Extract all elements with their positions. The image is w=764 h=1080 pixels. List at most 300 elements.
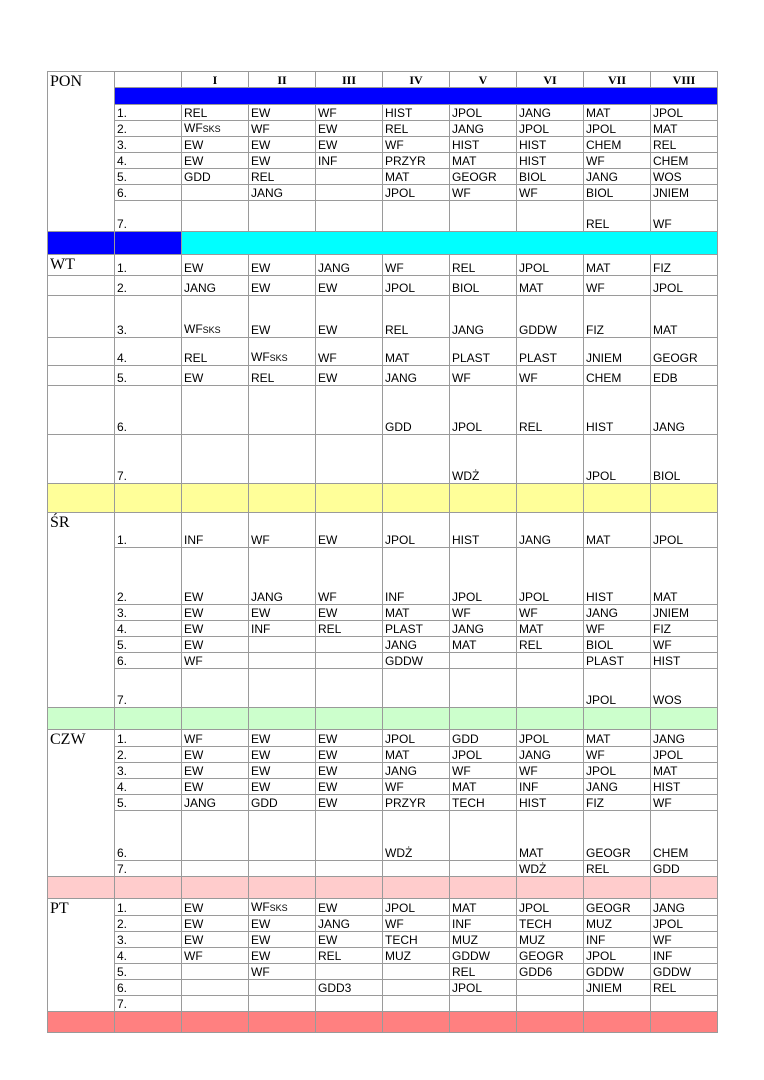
- subject-cell: [450, 996, 517, 1012]
- subject-code: WF: [184, 322, 203, 336]
- subject-cell: INF: [651, 948, 718, 964]
- subject-cell: REL: [651, 980, 718, 996]
- subject-cell: EW: [249, 763, 316, 779]
- subject-cell: JANG: [584, 779, 651, 795]
- lesson-number-header: [115, 72, 182, 88]
- subject-cell: EW: [182, 932, 249, 948]
- subject-cell: [182, 964, 249, 980]
- class-header: II: [249, 72, 316, 88]
- day-separator-wt: [48, 484, 718, 513]
- subject-cell: EW: [316, 121, 383, 137]
- subject-cell: [517, 653, 584, 669]
- subject-cell: MUZ: [383, 948, 450, 964]
- subject-cell: TECH: [517, 916, 584, 932]
- lesson-row: [48, 795, 718, 811]
- subject-cell: REL: [584, 201, 651, 232]
- subject-cell: MAT: [651, 548, 718, 605]
- lesson-number: 7.: [115, 201, 182, 232]
- subject-cell: JANG: [249, 548, 316, 605]
- subject-cell: REL: [249, 169, 316, 185]
- subject-cell: JANG: [517, 513, 584, 548]
- subject-cell: JNIEM: [584, 980, 651, 996]
- subject-cell: REL: [316, 621, 383, 637]
- subject-cell: GDD: [450, 730, 517, 747]
- subject-cell: GDDW: [450, 948, 517, 964]
- lesson-number: 1.: [115, 899, 182, 916]
- day-label-pt: PT: [48, 899, 115, 1012]
- subject-cell: [383, 861, 450, 877]
- lesson-number: 6.: [115, 185, 182, 201]
- subject-cell: GEOGR: [651, 338, 718, 366]
- subject-cell: JPOL: [651, 105, 718, 121]
- subject-cell: [316, 386, 383, 435]
- lesson-number: 2.: [115, 548, 182, 605]
- subject-cell: JPOL: [383, 899, 450, 916]
- subject-cell: [182, 669, 249, 708]
- subject-cell: JPOL: [651, 747, 718, 763]
- subject-cell: EW: [316, 366, 383, 386]
- lesson-number: 7.: [115, 996, 182, 1012]
- lesson-number: 6.: [115, 811, 182, 861]
- subject-cell: MAT: [383, 747, 450, 763]
- subject-cell: EW: [182, 548, 249, 605]
- class-header: IV: [383, 72, 450, 88]
- subject-cell: EW: [182, 153, 249, 169]
- subject-cell: INF: [383, 548, 450, 605]
- subject-cell: WF: [450, 763, 517, 779]
- lesson-row: [48, 105, 718, 121]
- subject-cell: WF: [249, 964, 316, 980]
- subject-cell: [182, 861, 249, 877]
- subject-cell: MAT: [584, 255, 651, 276]
- subject-cell: REL: [517, 386, 584, 435]
- subject-cell: MAT: [383, 169, 450, 185]
- lesson-number: 5.: [115, 964, 182, 980]
- subject-cell: EW: [182, 916, 249, 932]
- subject-cell: [517, 435, 584, 484]
- subject-cell: JPOL: [383, 513, 450, 548]
- subject-cell: JANG: [316, 255, 383, 276]
- subject-cell: WF: [517, 605, 584, 621]
- lesson-number: 4.: [115, 338, 182, 366]
- subject-cell: JANG: [584, 605, 651, 621]
- subject-cell: GDD3: [316, 980, 383, 996]
- subject-cell: FIZ: [651, 621, 718, 637]
- lesson-row: [48, 169, 718, 185]
- day-label-empty: [48, 296, 115, 338]
- day-label-pon: PON: [48, 72, 115, 232]
- lesson-row: [48, 747, 718, 763]
- subject-cell: HIST: [450, 513, 517, 548]
- subject-cell: HIST: [651, 653, 718, 669]
- timetable: [47, 71, 718, 1033]
- subject-cell: [517, 201, 584, 232]
- subject-cell: [316, 861, 383, 877]
- subject-cell: JPOL: [584, 763, 651, 779]
- subject-cell: EW: [249, 747, 316, 763]
- subject-cell: EW: [249, 779, 316, 795]
- subject-cell: WF: [182, 948, 249, 964]
- subject-cell: JPOL: [517, 255, 584, 276]
- lesson-row: [48, 386, 718, 435]
- subject-cell: [182, 296, 249, 338]
- subject-cell: BIOL: [651, 435, 718, 484]
- subject-cell: EW: [249, 137, 316, 153]
- subject-cell: HIST: [517, 153, 584, 169]
- subject-cell: WF: [584, 276, 651, 296]
- subject-cell: REL: [249, 366, 316, 386]
- subject-cell: PLAST: [383, 621, 450, 637]
- subject-cell: [450, 861, 517, 877]
- lesson-number: 4.: [115, 153, 182, 169]
- lesson-number: 1.: [115, 105, 182, 121]
- subject-cell: WDŻ: [383, 811, 450, 861]
- subject-cell: MAT: [517, 621, 584, 637]
- subject-cell: [182, 386, 249, 435]
- subject-cell: REL: [182, 105, 249, 121]
- subject-cell: TECH: [450, 795, 517, 811]
- lesson-number: 6.: [115, 980, 182, 996]
- subject-cell: JPOL: [517, 899, 584, 916]
- subject-cell: MAT: [450, 779, 517, 795]
- lesson-number: 7.: [115, 861, 182, 877]
- subject-cell: [316, 669, 383, 708]
- subject-cell: WF: [383, 255, 450, 276]
- subject-cell: JANG: [383, 763, 450, 779]
- subject-cell: JNIEM: [651, 605, 718, 621]
- subject-cell: EW: [182, 621, 249, 637]
- lesson-number: 7.: [115, 435, 182, 484]
- lesson-row: [48, 121, 718, 137]
- lesson-row: [48, 932, 718, 948]
- subject-cell: WF: [316, 548, 383, 605]
- subject-cell: WDŻ: [517, 861, 584, 877]
- subject-cell: JANG: [450, 621, 517, 637]
- subject-cell: PRZYR: [383, 153, 450, 169]
- subject-cell: [316, 653, 383, 669]
- subject-cell: [249, 899, 316, 916]
- subject-cell: MAT: [450, 153, 517, 169]
- subject-cell: GDD6: [517, 964, 584, 980]
- subject-cell: REL: [584, 861, 651, 877]
- day-separator-pon: [48, 232, 718, 255]
- subject-cell: EW: [249, 105, 316, 121]
- subject-cell: WF: [517, 763, 584, 779]
- subject-cell: [517, 980, 584, 996]
- subject-cell: JANG: [651, 386, 718, 435]
- class-header: III: [316, 72, 383, 88]
- subject-cell: EW: [182, 605, 249, 621]
- subject-cell: MAT: [651, 296, 718, 338]
- subject-cell: [249, 201, 316, 232]
- lesson-row: [48, 669, 718, 708]
- subject-cell: EW: [316, 276, 383, 296]
- subject-cell: EW: [249, 153, 316, 169]
- subject-cell: JPOL: [584, 435, 651, 484]
- subject-cell: EW: [316, 795, 383, 811]
- subject-cell: GEOGR: [584, 899, 651, 916]
- subject-cell: [316, 435, 383, 484]
- subject-cell: WF: [249, 121, 316, 137]
- subject-cell: BIOL: [450, 276, 517, 296]
- subject-cell: MUZ: [517, 932, 584, 948]
- subject-cell: WOS: [651, 669, 718, 708]
- subject-cell: GDDW: [584, 964, 651, 980]
- day-label-empty: [48, 435, 115, 484]
- subject-cell: [249, 338, 316, 366]
- subject-cell: EW: [316, 763, 383, 779]
- subject-cell: [182, 121, 249, 137]
- subject-cell: MAT: [584, 105, 651, 121]
- subject-cell: EW: [182, 747, 249, 763]
- lesson-row: [48, 964, 718, 980]
- class-header: V: [450, 72, 517, 88]
- subject-cell: WF: [383, 779, 450, 795]
- day-separator-sr: [48, 708, 718, 730]
- subject-cell: WF: [584, 621, 651, 637]
- subject-cell: EW: [316, 899, 383, 916]
- subject-cell: [249, 980, 316, 996]
- lesson-row: [48, 276, 718, 296]
- subject-cell: PLAST: [450, 338, 517, 366]
- subject-cell: [316, 185, 383, 201]
- lesson-number: 5.: [115, 637, 182, 653]
- subject-cell: FIZ: [584, 296, 651, 338]
- subject-cell: EW: [249, 296, 316, 338]
- subject-cell: MAT: [651, 763, 718, 779]
- subject-cell: REL: [450, 964, 517, 980]
- subject-cell: [249, 996, 316, 1012]
- lesson-number: 3.: [115, 763, 182, 779]
- subject-cell: EW: [316, 137, 383, 153]
- lesson-row: [48, 653, 718, 669]
- subject-cell: JPOL: [517, 548, 584, 605]
- subject-cell: [517, 669, 584, 708]
- subject-cell: JPOL: [584, 948, 651, 964]
- subject-cell: GEOGR: [450, 169, 517, 185]
- subject-cell: REL: [316, 948, 383, 964]
- subject-cell: MAT: [584, 730, 651, 747]
- subject-cell: WF: [383, 137, 450, 153]
- class-header: VI: [517, 72, 584, 88]
- subject-cell: EW: [249, 605, 316, 621]
- subject-cell: HIST: [584, 386, 651, 435]
- subject-cell: EW: [182, 763, 249, 779]
- subject-cell: PRZYR: [383, 795, 450, 811]
- subject-cell: EW: [316, 296, 383, 338]
- subject-cell: [182, 435, 249, 484]
- lesson-row: [48, 763, 718, 779]
- subject-cell: WF: [584, 747, 651, 763]
- subject-cell: HIST: [584, 548, 651, 605]
- lesson-row: [48, 435, 718, 484]
- subject-cell: [383, 669, 450, 708]
- subject-cell: EW: [316, 730, 383, 747]
- lesson-number: 4.: [115, 948, 182, 964]
- subject-cell: MAT: [383, 605, 450, 621]
- subject-cell: EW: [182, 366, 249, 386]
- subject-cell: PLAST: [584, 653, 651, 669]
- subject-cell: INF: [450, 916, 517, 932]
- subject-cell: EW: [182, 255, 249, 276]
- subject-cell: EW: [249, 276, 316, 296]
- subject-cell: WDŻ: [450, 435, 517, 484]
- subject-cell: INF: [584, 932, 651, 948]
- subject-cell: [316, 811, 383, 861]
- subject-cell: [182, 980, 249, 996]
- subject-cell: CHEM: [584, 137, 651, 153]
- subject-cell: JPOL: [584, 669, 651, 708]
- lesson-row: [48, 548, 718, 605]
- subject-cell: HIST: [651, 779, 718, 795]
- subject-cell: GDD: [383, 386, 450, 435]
- subject-cell: WF: [651, 795, 718, 811]
- subject-cell: EW: [316, 932, 383, 948]
- lesson-row: [48, 605, 718, 621]
- subject-cell: WF: [450, 185, 517, 201]
- subject-cell: CHEM: [584, 366, 651, 386]
- lesson-row: [48, 779, 718, 795]
- day-separator-pt: [48, 1012, 718, 1033]
- subject-cell: WF: [584, 153, 651, 169]
- subject-cell: [316, 169, 383, 185]
- subject-cell: JANG: [450, 296, 517, 338]
- subject-cell: MUZ: [584, 916, 651, 932]
- subject-cell: MAT: [651, 121, 718, 137]
- subject-cell: [249, 435, 316, 484]
- subject-cell: [383, 996, 450, 1012]
- subject-cell: REL: [383, 121, 450, 137]
- lesson-row: [48, 153, 718, 169]
- subject-cell: GDDW: [517, 296, 584, 338]
- subject-cell: [316, 964, 383, 980]
- subject-cell: [383, 435, 450, 484]
- subject-code: WF: [251, 900, 270, 914]
- subject-cell: [316, 996, 383, 1012]
- lesson-row: [48, 637, 718, 653]
- subject-cell: EW: [249, 730, 316, 747]
- subject-cell: WF: [316, 338, 383, 366]
- subject-cell: BIOL: [584, 637, 651, 653]
- day-label-empty: [48, 386, 115, 435]
- subject-cell: REL: [517, 637, 584, 653]
- subject-cell: TECH: [383, 932, 450, 948]
- subject-cell: FIZ: [584, 795, 651, 811]
- subject-cell: [584, 996, 651, 1012]
- subject-cell: JPOL: [383, 185, 450, 201]
- subject-cell: REL: [182, 338, 249, 366]
- subject-cell: HIST: [517, 137, 584, 153]
- lesson-number: 1.: [115, 513, 182, 548]
- subject-cell: WF: [249, 513, 316, 548]
- lesson-number: 1.: [115, 730, 182, 747]
- lesson-row: [48, 185, 718, 201]
- lesson-row: [48, 201, 718, 232]
- subject-cell: FIZ: [651, 255, 718, 276]
- lesson-row: [48, 255, 718, 276]
- subject-cell: [383, 980, 450, 996]
- lesson-number: 4.: [115, 621, 182, 637]
- subject-cell: EW: [316, 747, 383, 763]
- lesson-row: [48, 980, 718, 996]
- lesson-number: 2.: [115, 916, 182, 932]
- lesson-number: 3.: [115, 296, 182, 338]
- subject-cell: WF: [383, 916, 450, 932]
- lesson-number: 2.: [115, 121, 182, 137]
- subject-cell: [249, 669, 316, 708]
- subject-cell: JPOL: [383, 276, 450, 296]
- subject-cell: [517, 996, 584, 1012]
- subject-cell: JANG: [651, 899, 718, 916]
- subject-cell: WF: [182, 730, 249, 747]
- subject-cell: [249, 637, 316, 653]
- subject-cell: REL: [450, 255, 517, 276]
- subject-cell: WF: [651, 201, 718, 232]
- subject-cell: REL: [383, 296, 450, 338]
- subject-group: SKS: [269, 903, 288, 913]
- subject-cell: MAT: [450, 637, 517, 653]
- subject-cell: JPOL: [584, 121, 651, 137]
- subject-cell: GDD: [651, 861, 718, 877]
- subject-cell: JANG: [249, 185, 316, 201]
- lesson-row: [48, 137, 718, 153]
- subject-cell: JPOL: [517, 730, 584, 747]
- subject-cell: EW: [316, 779, 383, 795]
- lesson-row: [48, 296, 718, 338]
- subject-cell: MAT: [517, 811, 584, 861]
- subject-cell: JANG: [182, 795, 249, 811]
- subject-cell: [249, 811, 316, 861]
- subject-cell: CHEM: [651, 153, 718, 169]
- day-label-empty: [48, 276, 115, 296]
- subject-cell: WF: [450, 366, 517, 386]
- subject-cell: [383, 964, 450, 980]
- lesson-row: [48, 948, 718, 964]
- class-header: I: [182, 72, 249, 88]
- lesson-row: [48, 996, 718, 1012]
- subject-cell: GEOGR: [584, 811, 651, 861]
- lesson-row: [48, 366, 718, 386]
- subject-cell: MAT: [383, 338, 450, 366]
- subject-cell: JNIEM: [651, 185, 718, 201]
- day-label-wt: WT: [48, 255, 115, 276]
- subject-cell: WOS: [651, 169, 718, 185]
- subject-cell: JANG: [517, 747, 584, 763]
- subject-cell: JPOL: [651, 513, 718, 548]
- class-header: VII: [584, 72, 651, 88]
- subject-cell: JNIEM: [584, 338, 651, 366]
- subject-cell: [450, 811, 517, 861]
- subject-cell: WF: [316, 105, 383, 121]
- subject-cell: EW: [182, 779, 249, 795]
- subject-cell: JANG: [316, 916, 383, 932]
- day-label-czw: CZW: [48, 730, 115, 877]
- subject-cell: HIST: [450, 137, 517, 153]
- subject-cell: JPOL: [651, 276, 718, 296]
- day-label-empty: [48, 366, 115, 386]
- lesson-row: [48, 811, 718, 861]
- subject-cell: EW: [249, 948, 316, 964]
- subject-cell: WF: [517, 366, 584, 386]
- subject-cell: [182, 996, 249, 1012]
- subject-cell: MAT: [450, 899, 517, 916]
- subject-cell: INF: [517, 779, 584, 795]
- subject-cell: MAT: [584, 513, 651, 548]
- subject-cell: [182, 201, 249, 232]
- lesson-number: 7.: [115, 669, 182, 708]
- subject-cell: GDDW: [383, 653, 450, 669]
- subject-cell: PLAST: [517, 338, 584, 366]
